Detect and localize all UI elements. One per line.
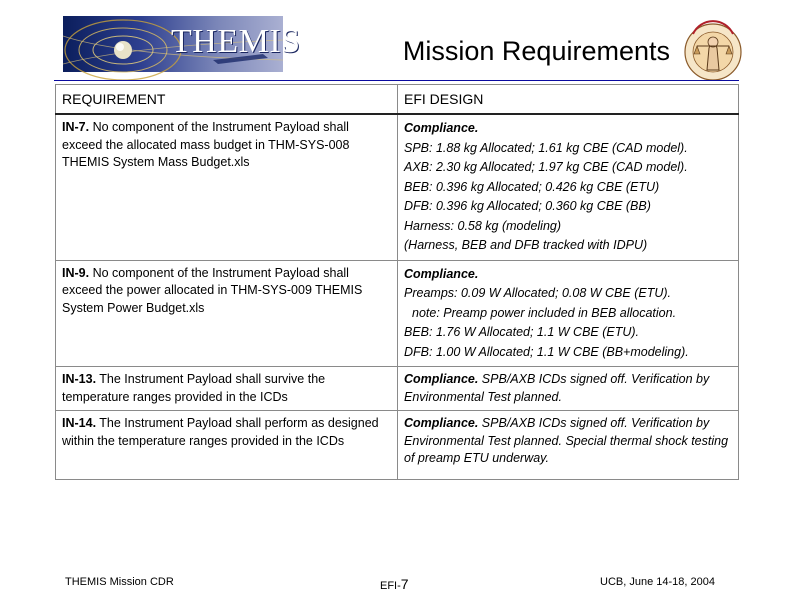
compliance-label: Compliance.	[404, 121, 479, 135]
table-row	[56, 260, 739, 367]
compliance-label: Compliance.	[404, 266, 479, 281]
requirement-text: The Instrument Payload shall perform as designed within the temperature ranges provided in the ICDs	[62, 416, 379, 448]
requirements-table	[55, 84, 739, 480]
compliance-label: Compliance.	[404, 416, 479, 430]
col-header-requirement: REQUIREMENT	[56, 85, 398, 115]
design-cell	[398, 367, 739, 411]
themis-logo	[63, 16, 301, 72]
design-cell	[398, 260, 739, 367]
compliance-line: (Harness, BEB and DFB tracked with IDPU)	[404, 238, 648, 252]
footer-right: UCB, June 14-18, 2004	[600, 576, 715, 588]
requirement-cell	[56, 260, 398, 367]
design-cell	[398, 411, 739, 480]
requirement-text: No component of the Instrument Payload shall exceed the power allocated in THM-SYS-009 THEMIS System Power Budget.xls	[62, 265, 363, 315]
footer-page-digit: 7	[400, 576, 409, 592]
table-header-row	[56, 85, 739, 115]
table-row	[56, 411, 739, 480]
themis-emblem-icon	[683, 22, 743, 82]
compliance-line: BEB: 0.396 kg Allocated; 0.426 kg CBE (ETU)	[404, 179, 660, 194]
requirement-id: IN-14.	[62, 416, 97, 430]
compliance-line: Preamps: 0.09 W Allocated; 0.08 W CBE (ETU).	[404, 286, 671, 300]
requirement-text: The Instrument Payload shall survive the temperature ranges provided in the ICDs	[62, 372, 326, 404]
compliance-line: AXB: 2.30 kg Allocated; 1.97 kg CBE (CAD model).	[404, 160, 688, 174]
requirement-cell	[56, 367, 398, 411]
header-rule	[54, 80, 739, 81]
page-title: Mission Requirements	[402, 36, 670, 66]
footer-page-number	[380, 577, 409, 592]
compliance-line: BEB: 1.76 W Allocated; 1.1 W CBE (ETU).	[404, 325, 640, 339]
compliance-label: Compliance.	[404, 372, 479, 386]
requirement-cell	[56, 411, 398, 480]
compliance-text: SPB/AXB ICDs signed off. Verification by Environmental Test planned.	[404, 372, 710, 404]
compliance-line: DFB: 0.396 kg Allocated; 0.360 kg CBE (BB)	[404, 199, 651, 213]
requirement-text: No component of the Instrument Payload shall exceed the allocated mass budget in THM-SYS-008 THEMIS System Mass Budget.xls	[62, 120, 350, 169]
compliance-line: Harness: 0.58 kg (modeling)	[404, 218, 562, 233]
requirement-id: IN-7.	[62, 120, 90, 134]
logo-text: THEMIS	[171, 23, 301, 60]
compliance-line: DFB: 1.00 W Allocated; 1.1 W CBE (BB+modeling).	[404, 344, 689, 359]
table-row	[56, 114, 739, 260]
compliance-text: SPB/AXB ICDs signed off. Verification by Environmental Test planned. Special thermal shock testing of preamp ETU underway.	[404, 416, 729, 465]
col-header-efi-design: EFI DESIGN	[398, 85, 739, 115]
requirement-cell	[56, 114, 398, 260]
design-cell	[398, 114, 739, 260]
compliance-line: SPB: 1.88 kg Allocated; 1.61 kg CBE (CAD model).	[404, 140, 688, 155]
requirement-id: IN-9.	[62, 265, 90, 280]
requirement-id: IN-13.	[62, 372, 97, 386]
table-row	[56, 367, 739, 411]
footer-left: THEMIS Mission CDR	[65, 576, 174, 588]
footer-page-prefix: EFI-	[380, 580, 401, 592]
compliance-line: note: Preamp power included in BEB allocation.	[412, 305, 677, 320]
